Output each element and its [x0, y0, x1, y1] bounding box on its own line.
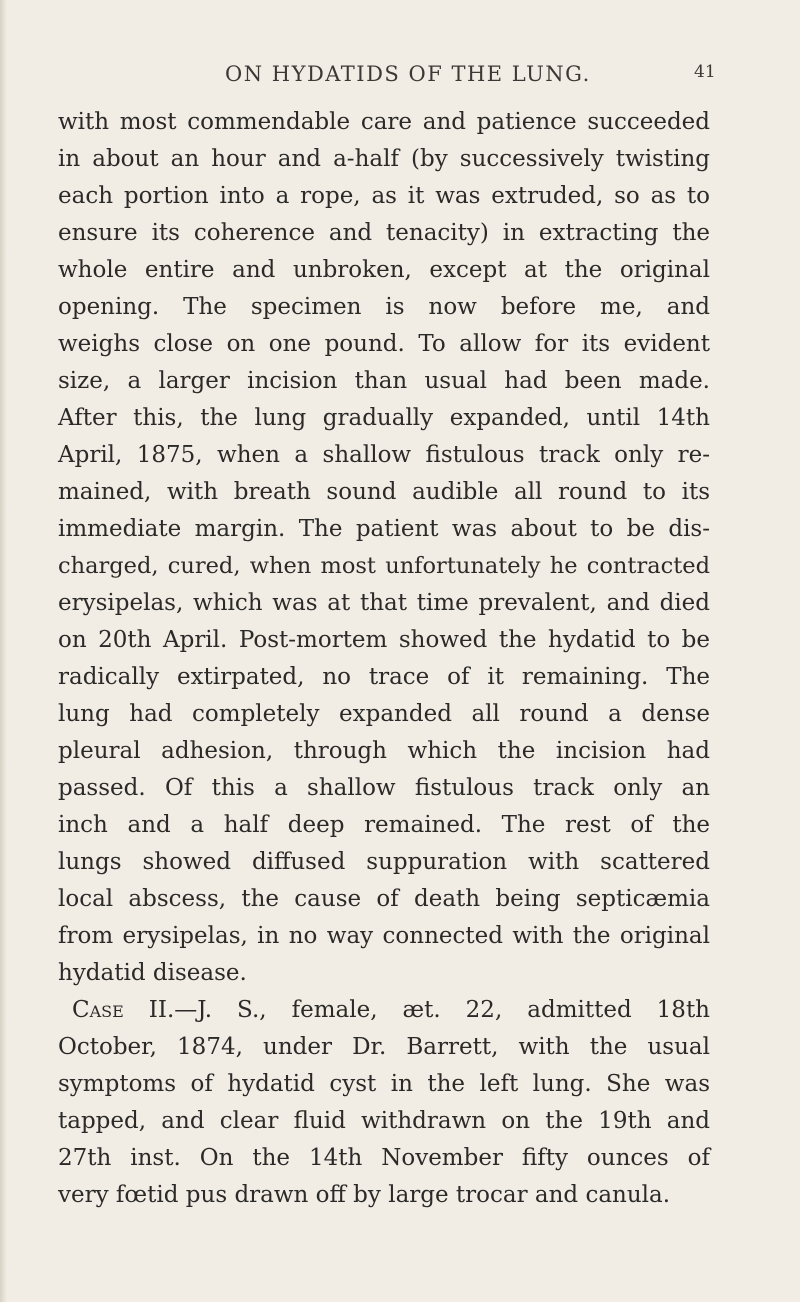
case-heading-line — [58, 992, 710, 1029]
text-line: passed. Of this a shallow fistulous track only an — [58, 775, 710, 801]
text-line: opening. The specimen is now before me, and — [58, 294, 710, 320]
text-line: whole entire and unbroken, except at the original — [58, 257, 710, 283]
text-line: inch and a half deep remained. The rest of the — [58, 812, 710, 838]
text-line: each portion into a rope, as it was extruded, so as to — [58, 183, 710, 209]
running-head — [0, 62, 800, 92]
text-line: on 20th April. Post-mortem showed the hydatid to be — [58, 627, 710, 653]
text-line: mained, with breath sound audible all round to its — [58, 479, 710, 505]
text-line: tapped, and clear fluid withdrawn on the 19th and — [58, 1108, 710, 1134]
text-line: very fœtid pus drawn off by large trocar and canula. — [58, 1182, 671, 1208]
text-line: lung had completely expanded all round a dense — [58, 701, 710, 727]
text-line: April, 1875, when a shallow fistulous track only re- — [58, 442, 710, 468]
paragraph-last-line: hydatid disease. — [58, 960, 247, 986]
running-title: ON HYDATIDS OF THE LUNG. — [225, 62, 591, 86]
page-number: 41 — [694, 62, 716, 82]
text-line: erysipelas, which was at that time prevalent, and died — [58, 590, 710, 616]
text-line: in about an hour and a-half (by successively twisting — [58, 146, 710, 172]
text-line: symptoms of hydatid cyst in the left lung. She was — [58, 1071, 710, 1097]
text-line: weighs close on one pound. To allow for its evident — [58, 331, 710, 357]
text-line: After this, the lung gradually expanded, until 14th — [58, 405, 710, 431]
text-line: charged, cured, when most unfortunately he contracted — [58, 553, 710, 579]
text-line: ensure its coherence and tenacity) in extracting the — [58, 220, 710, 246]
text-line: immediate margin. The patient was about to be dis- — [58, 516, 710, 542]
body-text — [58, 104, 710, 1214]
text-line: from erysipelas, in no way connected with the original — [58, 923, 710, 949]
text-line: radically extirpated, no trace of it remaining. The — [58, 664, 710, 690]
text-line: 27th inst. On the 14th November fifty ounces of — [58, 1145, 710, 1171]
text-line: local abscess, the cause of death being septicæmia — [58, 886, 710, 912]
page-left-edge — [0, 0, 6, 1302]
text-line: with most commendable care and patience succeeded — [58, 109, 710, 135]
case-heading: Case II. — [72, 997, 175, 1023]
text-line: October, 1874, under Dr. Barrett, with the usual — [58, 1034, 710, 1060]
text-line: size, a larger incision than usual had been made. — [58, 368, 710, 394]
case-heading-rest: —J. S., female, æt. 22, admitted 18th — [174, 997, 710, 1023]
text-line: pleural adhesion, through which the incision had — [58, 738, 710, 764]
text-line: lungs showed diffused suppuration with scattered — [58, 849, 710, 875]
